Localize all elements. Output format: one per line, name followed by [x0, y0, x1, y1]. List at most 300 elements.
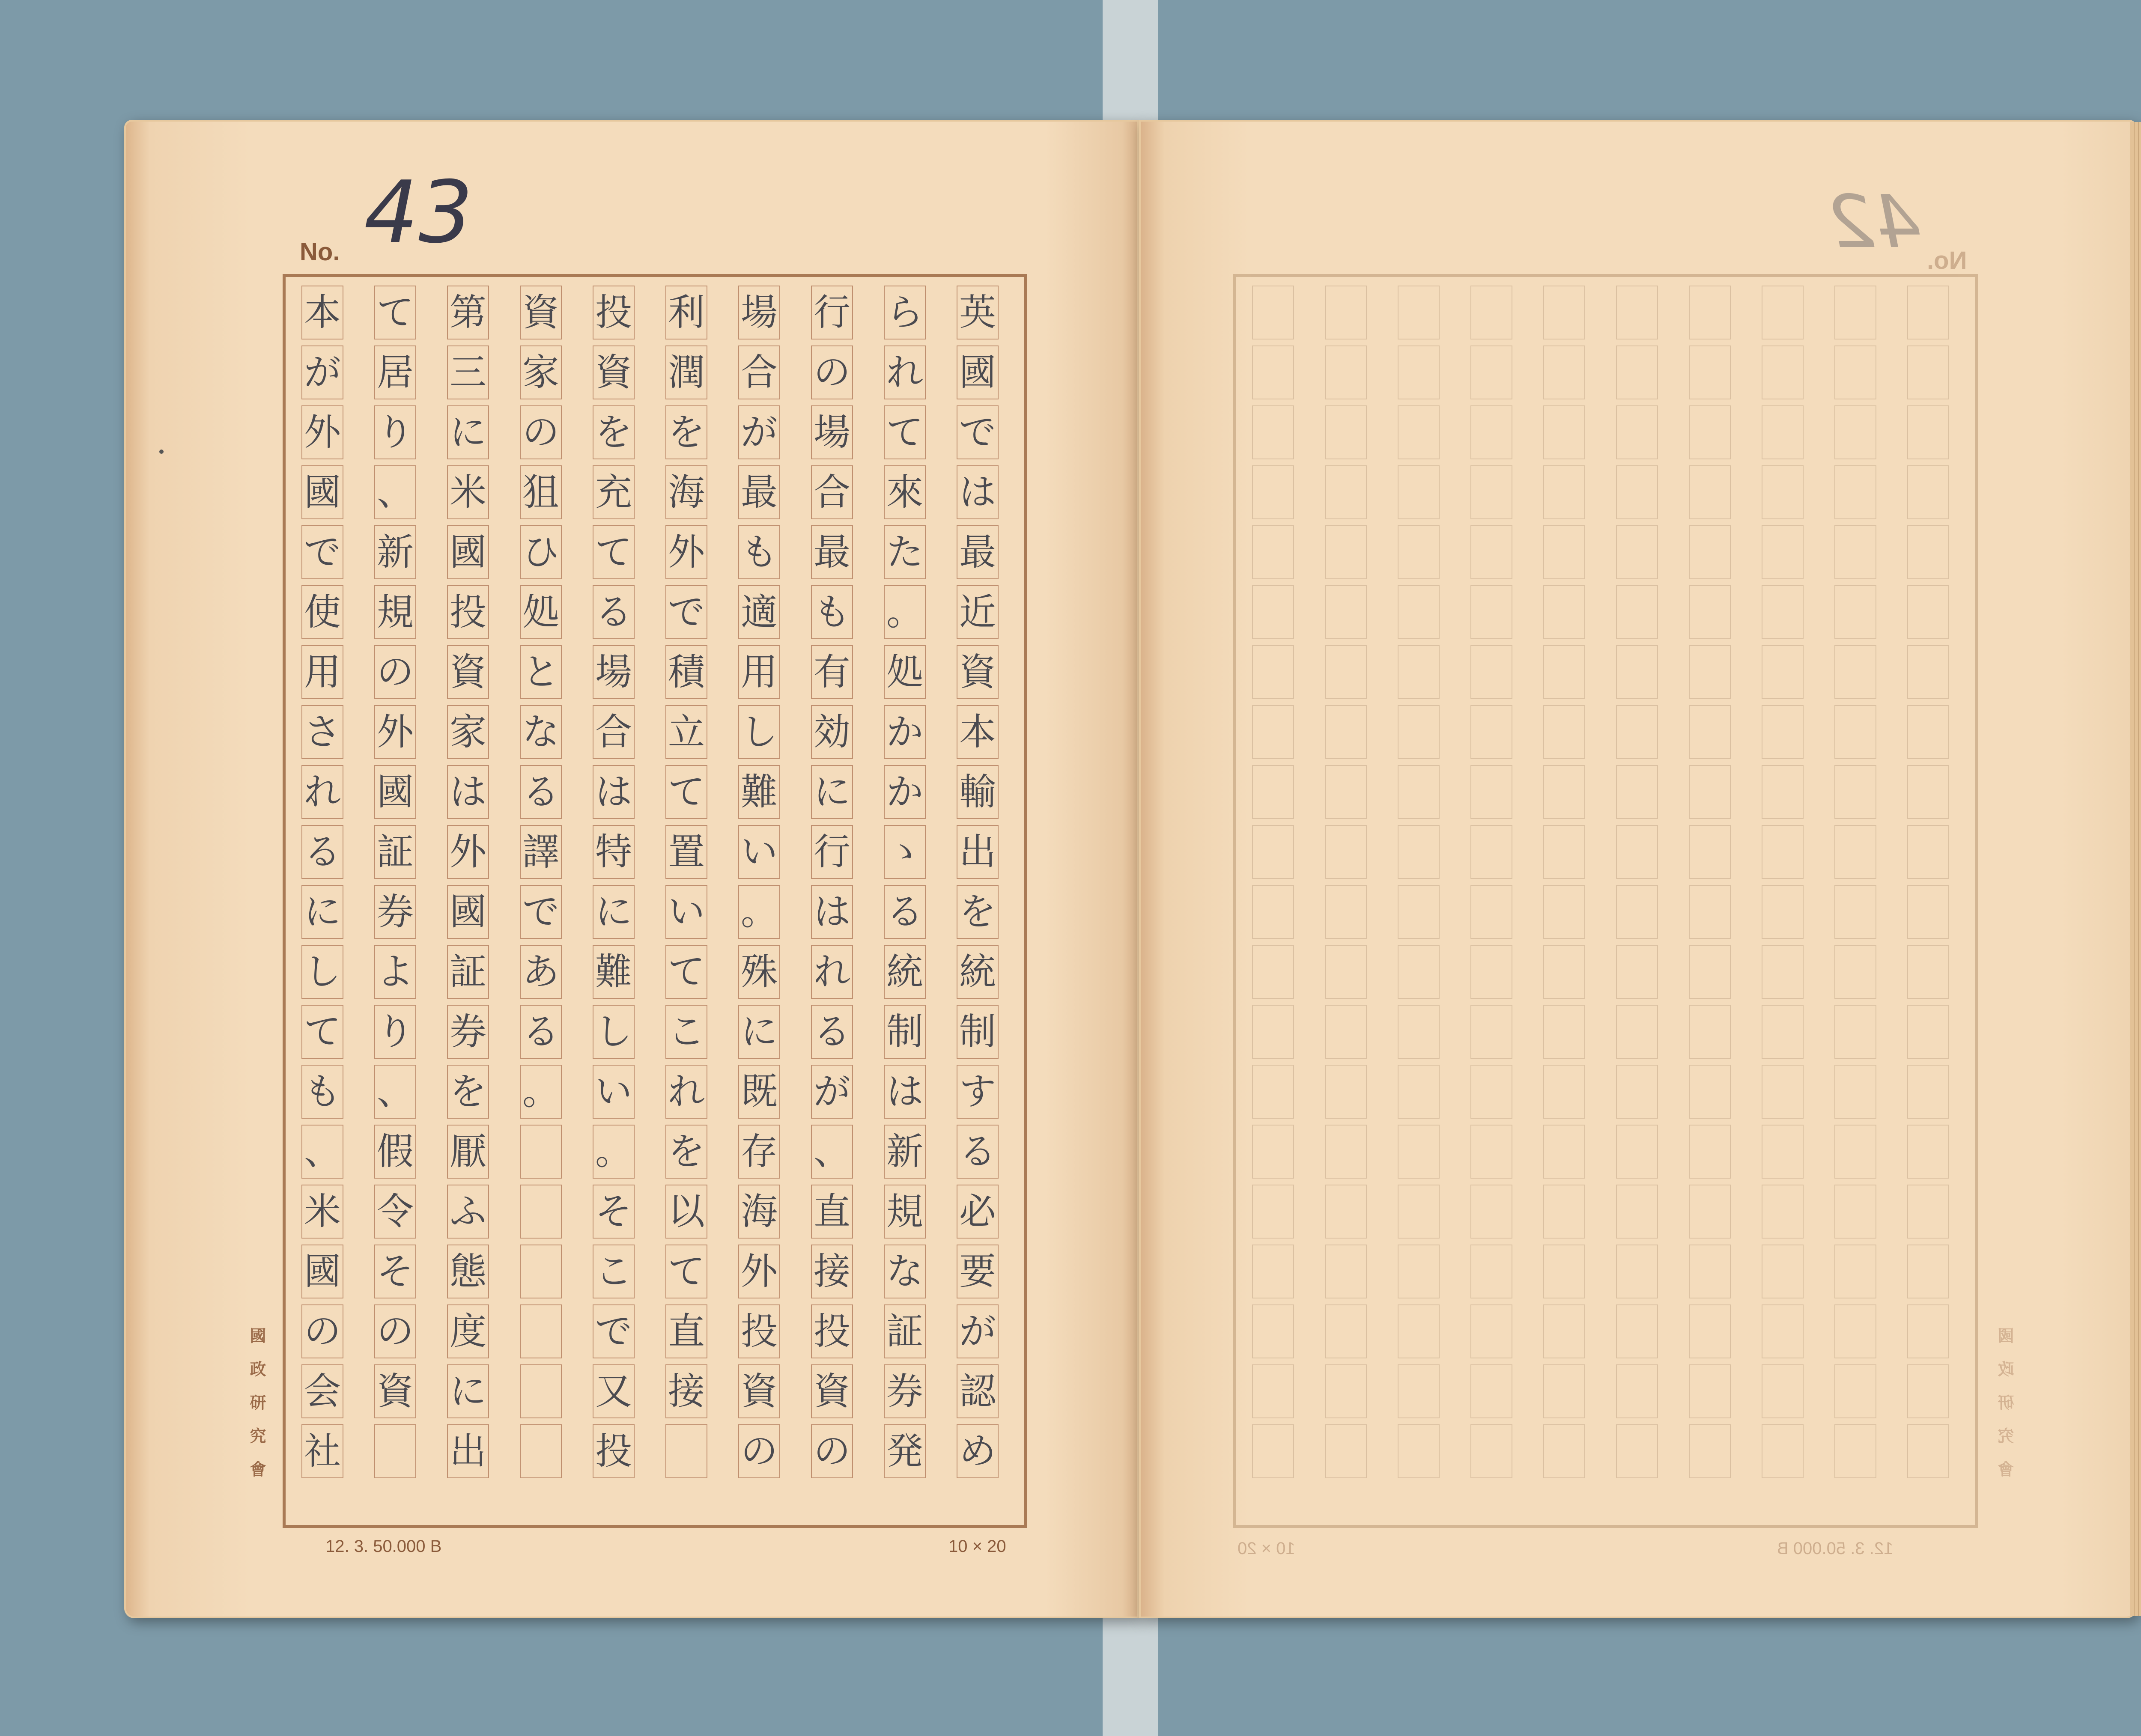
left-cell: 難	[593, 945, 635, 999]
right-cell	[1616, 825, 1658, 879]
right-cell	[1252, 465, 1294, 519]
right-cell	[1252, 525, 1294, 579]
right-cell	[1470, 286, 1512, 339]
left-cell: に	[811, 765, 853, 819]
right-cell	[1543, 585, 1585, 639]
left-cell: 用	[738, 645, 780, 699]
left-cell	[520, 1185, 562, 1239]
right-cell	[1325, 945, 1367, 999]
left-cell	[520, 1424, 562, 1478]
left-cell: 直	[811, 1185, 853, 1239]
left-cell: 難	[738, 765, 780, 819]
left-cell: 。	[520, 1065, 562, 1119]
right-cell	[1762, 945, 1804, 999]
right-cell	[1762, 765, 1804, 819]
right-cell	[1543, 1424, 1585, 1478]
right-cell	[1325, 1185, 1367, 1239]
right-cell	[1398, 465, 1440, 519]
left-cell: れ	[884, 345, 926, 399]
right-cell	[1543, 825, 1585, 879]
right-cell	[1543, 705, 1585, 759]
left-cell: 投	[593, 1424, 635, 1478]
right-cell	[1616, 1125, 1658, 1179]
left-cell: る	[520, 765, 562, 819]
right-cell	[1543, 1304, 1585, 1358]
left-cell: て	[665, 945, 707, 999]
left-cell: 。	[884, 585, 926, 639]
left-cell: 資	[520, 286, 562, 339]
right-cell	[1762, 645, 1804, 699]
manuscript-grid-left	[283, 274, 1027, 1528]
right-cell	[1252, 645, 1294, 699]
left-cell: い	[738, 825, 780, 879]
right-cell	[1616, 286, 1658, 339]
left-cell: 國	[301, 1245, 343, 1298]
right-cell	[1398, 1005, 1440, 1059]
left-cell: 有	[811, 645, 853, 699]
left-cell: に	[738, 1005, 780, 1059]
right-cell	[1325, 825, 1367, 879]
left-cell: 本	[957, 705, 999, 759]
left-cell: で	[665, 585, 707, 639]
right-cell	[1325, 1424, 1367, 1478]
left-cell: 規	[884, 1185, 926, 1239]
left-cell: 國	[301, 465, 343, 519]
right-cell	[1252, 765, 1294, 819]
publisher-left: 國政研究會	[247, 1327, 266, 1494]
left-cell	[520, 1304, 562, 1358]
spine-bottom	[1103, 1618, 1158, 1736]
right-cell	[1689, 405, 1731, 459]
left-cell: 特	[593, 825, 635, 879]
left-cell: 。	[738, 885, 780, 939]
right-cell	[1689, 645, 1731, 699]
left-cell: て	[374, 286, 416, 339]
left-cell: 家	[520, 345, 562, 399]
left-cell: れ	[665, 1065, 707, 1119]
left-cell: て	[593, 525, 635, 579]
right-cell	[1834, 345, 1876, 399]
left-cell: 投	[447, 585, 489, 639]
right-cell	[1616, 405, 1658, 459]
right-cell	[1762, 1125, 1804, 1179]
right-cell	[1543, 1005, 1585, 1059]
publisher-right: 國政研究會	[1998, 1327, 2017, 1494]
left-cell: 。	[593, 1125, 635, 1179]
page-number-right: 42	[1828, 180, 1921, 265]
right-cell	[1252, 705, 1294, 759]
right-cell	[1907, 825, 1949, 879]
right-cell	[1834, 1005, 1876, 1059]
left-cell: と	[520, 645, 562, 699]
left-cell: 米	[301, 1185, 343, 1239]
left-cell: て	[665, 1245, 707, 1298]
right-cell	[1616, 645, 1658, 699]
manuscript-grid-right	[1233, 274, 1978, 1528]
left-cell: て	[301, 1005, 343, 1059]
ink-dot	[159, 450, 164, 454]
left-cell: が	[957, 1304, 999, 1358]
right-cell	[1325, 345, 1367, 399]
right-cell	[1470, 1424, 1512, 1478]
right-cell	[1325, 525, 1367, 579]
left-column	[593, 286, 635, 1516]
right-cell	[1689, 1005, 1731, 1059]
left-cell: 券	[884, 1364, 926, 1418]
right-cell	[1398, 1185, 1440, 1239]
left-cell: よ	[374, 945, 416, 999]
left-cell	[374, 1424, 416, 1478]
left-cell: を	[957, 885, 999, 939]
print-code-left: 12. 3. 50.000 B	[325, 1537, 442, 1556]
left-cell: 必	[957, 1185, 999, 1239]
right-cell	[1543, 645, 1585, 699]
left-cell: を	[447, 1065, 489, 1119]
left-cell: ゝ	[884, 825, 926, 879]
left-cell: 利	[665, 286, 707, 339]
right-cell	[1834, 1125, 1876, 1179]
right-cell	[1543, 1364, 1585, 1418]
left-cell: で	[957, 405, 999, 459]
right-cell	[1398, 1125, 1440, 1179]
left-cell: 外	[374, 705, 416, 759]
left-cell: 國	[374, 765, 416, 819]
right-column	[1543, 286, 1585, 1516]
left-cell: 社	[301, 1424, 343, 1478]
right-cell	[1834, 765, 1876, 819]
right-column	[1252, 286, 1294, 1516]
left-cell: 外	[447, 825, 489, 879]
left-cell: が	[301, 345, 343, 399]
right-cell	[1470, 945, 1512, 999]
left-cell: ら	[884, 286, 926, 339]
left-cell: 場	[811, 405, 853, 459]
left-cell: か	[884, 765, 926, 819]
left-cell: 接	[811, 1245, 853, 1298]
right-cell	[1616, 1364, 1658, 1418]
left-cell: の	[738, 1424, 780, 1478]
left-cell: し	[593, 1005, 635, 1059]
right-cell	[1325, 645, 1367, 699]
left-cell: が	[811, 1065, 853, 1119]
right-cell	[1689, 1304, 1731, 1358]
right-cell	[1762, 405, 1804, 459]
right-cell	[1470, 585, 1512, 639]
left-cell: な	[884, 1245, 926, 1298]
right-cell	[1543, 1125, 1585, 1179]
right-cell	[1907, 885, 1949, 939]
right-cell	[1325, 405, 1367, 459]
no-label-left: No.	[300, 238, 340, 266]
left-cell: い	[593, 1065, 635, 1119]
left-cell: こ	[593, 1245, 635, 1298]
left-cell: も	[738, 525, 780, 579]
left-cell: 海	[665, 465, 707, 519]
right-cell	[1762, 1424, 1804, 1478]
left-cell: 統	[957, 945, 999, 999]
left-cell: に	[301, 885, 343, 939]
right-cell	[1325, 765, 1367, 819]
right-cell	[1398, 405, 1440, 459]
right-cell	[1616, 1005, 1658, 1059]
left-cell: る	[957, 1125, 999, 1179]
right-cell	[1470, 345, 1512, 399]
left-cell: に	[447, 1364, 489, 1418]
right-cell	[1762, 885, 1804, 939]
right-cell	[1834, 1245, 1876, 1298]
right-cell	[1252, 1065, 1294, 1119]
right-cell	[1907, 1005, 1949, 1059]
left-cell: も	[811, 585, 853, 639]
left-cell	[520, 1125, 562, 1179]
right-cell	[1470, 405, 1512, 459]
right-cell	[1907, 1304, 1949, 1358]
right-cell	[1470, 885, 1512, 939]
left-cell: 資	[957, 645, 999, 699]
right-cell	[1470, 525, 1512, 579]
right-cell	[1543, 765, 1585, 819]
left-cell: で	[301, 525, 343, 579]
right-cell	[1762, 825, 1804, 879]
right-cell	[1689, 345, 1731, 399]
right-cell	[1325, 1364, 1367, 1418]
right-column	[1470, 286, 1512, 1516]
right-cell	[1470, 705, 1512, 759]
right-column	[1907, 286, 1949, 1516]
left-column	[374, 286, 416, 1516]
left-cell: 場	[738, 286, 780, 339]
right-cell	[1252, 585, 1294, 639]
right-cell	[1325, 885, 1367, 939]
right-cell	[1834, 585, 1876, 639]
right-cell	[1689, 525, 1731, 579]
right-cell	[1325, 1245, 1367, 1298]
left-cell: る	[884, 885, 926, 939]
grid-size-right: 10 × 20	[1237, 1539, 1295, 1558]
left-cell: た	[884, 525, 926, 579]
left-cell: り	[374, 1005, 416, 1059]
left-cell: 発	[884, 1424, 926, 1478]
right-cell	[1689, 1364, 1731, 1418]
right-cell	[1252, 825, 1294, 879]
right-cell	[1398, 525, 1440, 579]
right-cell	[1543, 1065, 1585, 1119]
left-cell	[520, 1245, 562, 1298]
left-cell: 殊	[738, 945, 780, 999]
right-cell	[1689, 705, 1731, 759]
right-cell	[1616, 765, 1658, 819]
left-cell: 投	[593, 286, 635, 339]
left-cell	[665, 1424, 707, 1478]
right-cell	[1834, 525, 1876, 579]
left-cell: 存	[738, 1125, 780, 1179]
right-cell	[1252, 1245, 1294, 1298]
right-cell	[1907, 1065, 1949, 1119]
right-cell	[1834, 945, 1876, 999]
left-cell: 家	[447, 705, 489, 759]
left-cell: は	[593, 765, 635, 819]
right-cell	[1834, 645, 1876, 699]
right-cell	[1398, 345, 1440, 399]
left-cell: 証	[447, 945, 489, 999]
left-column	[447, 286, 489, 1516]
left-cell: な	[520, 705, 562, 759]
right-cell	[1398, 885, 1440, 939]
right-cell	[1398, 765, 1440, 819]
right-cell	[1907, 286, 1949, 339]
right-cell	[1252, 1185, 1294, 1239]
left-cell: 英	[957, 286, 999, 339]
left-cell: の	[811, 345, 853, 399]
right-cell	[1834, 1364, 1876, 1418]
right-cell	[1907, 585, 1949, 639]
right-cell	[1762, 1364, 1804, 1418]
right-cell	[1616, 1185, 1658, 1239]
left-cell: 既	[738, 1065, 780, 1119]
left-cell: 充	[593, 465, 635, 519]
left-cell: 券	[447, 1005, 489, 1059]
left-cell: 資	[593, 345, 635, 399]
left-cell: 新	[374, 525, 416, 579]
right-cell	[1470, 825, 1512, 879]
left-cell: 証	[884, 1304, 926, 1358]
left-cell: そ	[593, 1185, 635, 1239]
right-cell	[1834, 1424, 1876, 1478]
right-cell	[1470, 1005, 1512, 1059]
left-cell: は	[884, 1065, 926, 1119]
left-cell: 要	[957, 1245, 999, 1298]
left-cell: 処	[884, 645, 926, 699]
left-cell: 場	[593, 645, 635, 699]
left-cell: を	[665, 1125, 707, 1179]
left-cell: 資	[374, 1364, 416, 1418]
left-column	[884, 286, 926, 1516]
left-cell: 外	[665, 525, 707, 579]
right-cell	[1325, 1065, 1367, 1119]
right-cell	[1543, 286, 1585, 339]
left-cell: 立	[665, 705, 707, 759]
right-cell	[1252, 1125, 1294, 1179]
left-cell: て	[884, 405, 926, 459]
right-cell	[1907, 945, 1949, 999]
right-cell	[1543, 345, 1585, 399]
right-cell	[1470, 1245, 1512, 1298]
left-cell: 出	[447, 1424, 489, 1478]
right-cell	[1762, 1005, 1804, 1059]
right-cell	[1325, 705, 1367, 759]
left-column	[811, 286, 853, 1516]
no-label-right: No.	[1927, 247, 1967, 274]
left-cell: か	[884, 705, 926, 759]
left-cell: る	[520, 1005, 562, 1059]
right-cell	[1616, 705, 1658, 759]
left-cell: 令	[374, 1185, 416, 1239]
left-cell: の	[811, 1424, 853, 1478]
left-cell: 近	[957, 585, 999, 639]
left-cell: り	[374, 405, 416, 459]
left-cell: 假	[374, 1125, 416, 1179]
left-cell: 新	[884, 1125, 926, 1179]
spine-top	[1103, 0, 1158, 128]
left-cell: る	[301, 825, 343, 879]
right-cell	[1834, 885, 1876, 939]
right-cell	[1762, 1065, 1804, 1119]
right-cell	[1398, 705, 1440, 759]
right-cell	[1398, 1364, 1440, 1418]
page-number-left: 43	[364, 163, 473, 262]
right-cell	[1689, 885, 1731, 939]
left-cell: 最	[957, 525, 999, 579]
right-cell	[1470, 645, 1512, 699]
left-cell: あ	[520, 945, 562, 999]
right-cell	[1325, 1005, 1367, 1059]
left-cell: れ	[811, 945, 853, 999]
right-cell	[1762, 585, 1804, 639]
right-cell	[1689, 825, 1731, 879]
right-cell	[1325, 1125, 1367, 1179]
right-cell	[1689, 1065, 1731, 1119]
left-cell: す	[957, 1065, 999, 1119]
left-cell: 、	[301, 1125, 343, 1179]
right-cell	[1543, 885, 1585, 939]
left-cell: 直	[665, 1304, 707, 1358]
left-cell: 投	[811, 1304, 853, 1358]
right-cell	[1834, 286, 1876, 339]
left-cell: 合	[811, 465, 853, 519]
right-cell	[1616, 525, 1658, 579]
left-cell: め	[957, 1424, 999, 1478]
right-cell	[1762, 1245, 1804, 1298]
right-cell	[1543, 1245, 1585, 1298]
right-cell	[1616, 885, 1658, 939]
right-cell	[1834, 705, 1876, 759]
left-cell: 米	[447, 465, 489, 519]
left-cell: 投	[738, 1304, 780, 1358]
left-cell: は	[811, 885, 853, 939]
left-cell: を	[593, 405, 635, 459]
left-cell: 証	[374, 825, 416, 879]
right-cell	[1252, 1005, 1294, 1059]
right-cell	[1470, 465, 1512, 519]
left-cell: 、	[374, 1065, 416, 1119]
left-column	[520, 286, 562, 1516]
right-cell	[1689, 1185, 1731, 1239]
left-cell: の	[301, 1304, 343, 1358]
right-cell	[1907, 1364, 1949, 1418]
left-cell: に	[447, 405, 489, 459]
right-cell	[1616, 1304, 1658, 1358]
right-cell	[1907, 765, 1949, 819]
right-cell	[1834, 1065, 1876, 1119]
left-cell: 行	[811, 286, 853, 339]
left-cell: 又	[593, 1364, 635, 1418]
left-cell: 資	[811, 1364, 853, 1418]
right-cell	[1762, 705, 1804, 759]
left-cell: 最	[738, 465, 780, 519]
left-cell: 輸	[957, 765, 999, 819]
left-cell: し	[738, 705, 780, 759]
right-cell	[1616, 465, 1658, 519]
right-cell	[1834, 465, 1876, 519]
right-cell	[1398, 1065, 1440, 1119]
right-cell	[1470, 1125, 1512, 1179]
left-cell: 居	[374, 345, 416, 399]
left-cell: 外	[738, 1245, 780, 1298]
left-cell: そ	[374, 1245, 416, 1298]
left-cell: 海	[738, 1185, 780, 1239]
left-column	[665, 286, 707, 1516]
right-cell	[1616, 1245, 1658, 1298]
